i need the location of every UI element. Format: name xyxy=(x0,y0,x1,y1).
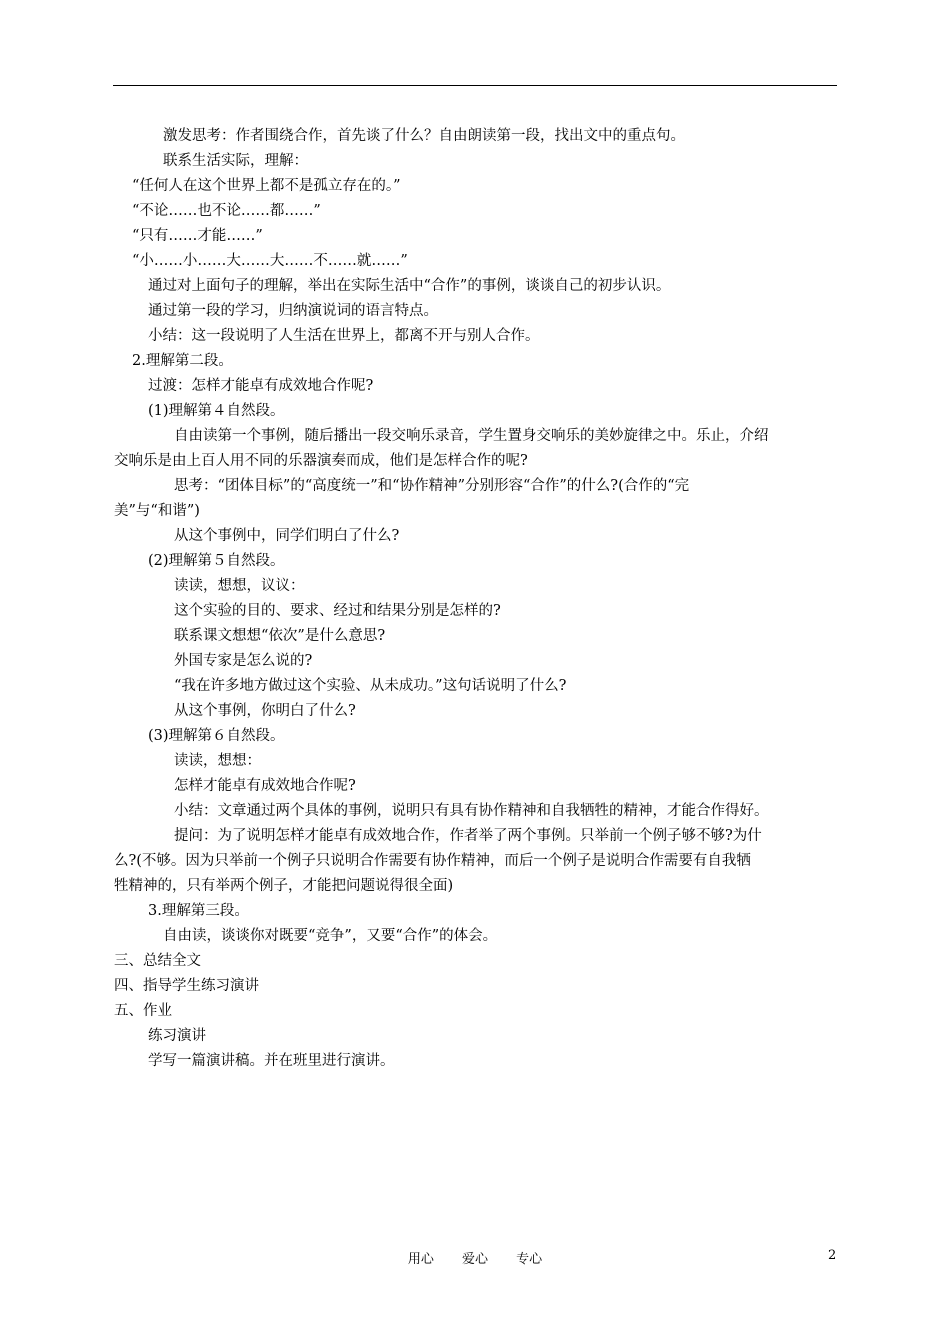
text-line: “我在许多地方做过这个实验、从未成功。”这句话说明了什么? xyxy=(174,678,567,694)
text-line: “不论……也不论……都……” xyxy=(132,203,321,219)
text-line: 牲精神的，只有举两个例子，才能把问题说得很全面) xyxy=(114,878,454,894)
text-line: (2)理解第５自然段。 xyxy=(148,553,285,569)
text-line: 通过对上面句子的理解，举出在实际生活中“合作”的事例，谈谈自己的初步认识。 xyxy=(148,278,671,294)
footer-word: 爱心 xyxy=(461,1252,488,1267)
text-line: 从这个事例中，同学们明白了什么? xyxy=(174,528,400,544)
text-line: 通过第一段的学习，归纳演说词的语言特点。 xyxy=(148,303,438,319)
text-line: 练习演讲 xyxy=(148,1028,206,1044)
text-line: 读读，想想： xyxy=(174,753,261,769)
text-line: 从这个事例，你明白了什么? xyxy=(174,703,356,719)
text-line: 这个实验的目的、要求、经过和结果分别是怎样的? xyxy=(174,603,501,619)
text-line: 自由读，谈谈你对既要“竞争”，又要“合作”的体会。 xyxy=(163,928,498,944)
text-line: 思考：“团体目标”的“高度统一”和“协作精神”分别形容“合作”的什么?(合作的“完 xyxy=(174,478,690,494)
page-number: 2 xyxy=(828,1248,837,1263)
text-line: 联系课文想想“依次”是什么意思? xyxy=(174,628,386,644)
text-line: 五、作业 xyxy=(114,1003,172,1019)
text-line: 美”与“和谐”) xyxy=(114,503,200,519)
text-line: 联系生活实际，理解： xyxy=(163,153,308,169)
header-rule xyxy=(113,85,837,86)
text-line: 小结：这一段说明了人生活在世界上，都离不开与别人合作。 xyxy=(148,328,540,344)
text-line: 么?(不够。因为只举前一个例子只说明合作需要有协作精神，而后一个例子是说明合作需要有自我牺 xyxy=(114,853,751,869)
text-line: 外国专家是怎么说的? xyxy=(174,653,313,669)
text-line: 学写一篇演讲稿。并在班里进行演讲。 xyxy=(148,1053,395,1069)
text-line: (3)理解第６自然段。 xyxy=(148,728,285,744)
text-line: 怎样才能卓有成效地合作呢? xyxy=(174,778,356,794)
text-line: 交响乐是由上百人用不同的乐器演奏而成，他们是怎样合作的呢? xyxy=(114,453,528,469)
footer-word: 专心 xyxy=(516,1252,543,1267)
text-line: (1)理解第４自然段。 xyxy=(148,403,285,419)
footer-word: 用心 xyxy=(407,1252,434,1267)
text-line: 四、指导学生练习演讲 xyxy=(114,978,259,994)
footer xyxy=(0,1248,950,1267)
text-line: 2.理解第二段。 xyxy=(132,353,233,369)
text-line: 三、总结全文 xyxy=(114,953,201,969)
text-line: 激发思考：作者围绕合作，首先谈了什么？自由朗读第一段，找出文中的重点句。 xyxy=(163,128,685,144)
text-line: 读读，想想，议议： xyxy=(174,578,305,594)
text-line: “只有……才能……” xyxy=(132,228,263,244)
document-body xyxy=(114,124,838,1074)
text-line: 过渡：怎样才能卓有成效地合作呢? xyxy=(148,378,374,394)
text-line: 自由读第一个事例，随后播出一段交响乐录音，学生置身交响乐的美妙旋律之中。乐止，介绍 xyxy=(174,428,769,444)
text-line: 小结：文章通过两个具体的事例，说明只有具有协作精神和自我牺牲的精神，才能合作得好。 xyxy=(174,803,769,819)
text-line: “任何人在这个世界上都不是孤立存在的。” xyxy=(132,178,401,194)
text-line: “小……小……大……大……不……就……” xyxy=(132,253,408,269)
text-line: 提问：为了说明怎样才能卓有成效地合作，作者举了两个事例。只举前一个例子够不够?为什 xyxy=(174,828,762,844)
text-line: 3.理解第三段。 xyxy=(148,903,249,919)
